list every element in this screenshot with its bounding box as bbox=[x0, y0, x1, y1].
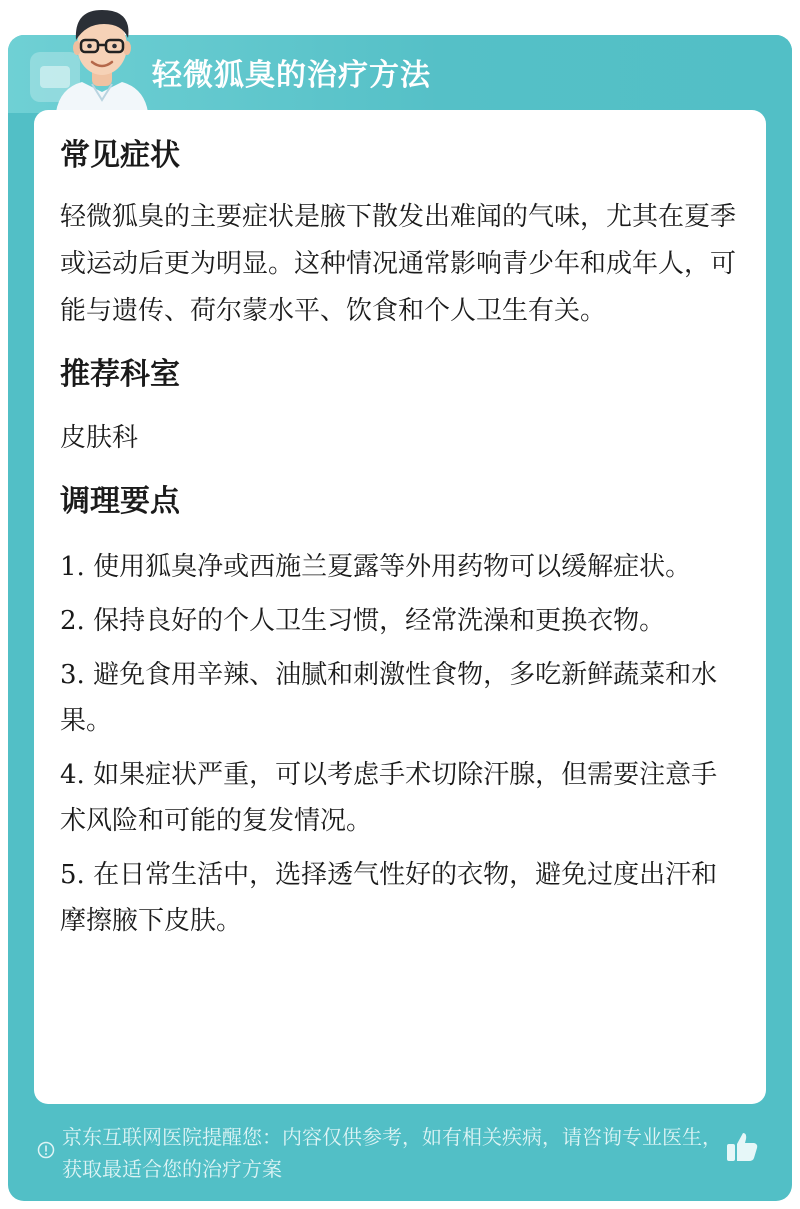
list-item-number: 4. bbox=[60, 760, 85, 790]
list-item bbox=[60, 752, 740, 844]
article-content bbox=[60, 128, 740, 952]
list-item bbox=[60, 544, 740, 590]
symptoms-text: 轻微狐臭的主要症状是腋下散发出难闻的气味，尤其在夏季或运动后更为明显。这种情况通常影响青少年和成年人，可能与遗传、荷尔蒙水平、饮食和个人卫生有关。 bbox=[60, 202, 737, 326]
department-text: 皮肤科 bbox=[60, 423, 139, 453]
page-title: 轻微狐臭的治疗方法 bbox=[152, 58, 431, 93]
list-item bbox=[60, 598, 740, 644]
list-item-text: 避免食用辛辣、油腻和刺激性食物，多吃新鲜蔬菜和水果。 bbox=[60, 660, 718, 736]
list-item bbox=[60, 652, 740, 744]
list-item bbox=[60, 852, 740, 944]
care-list bbox=[60, 544, 740, 944]
info-icon bbox=[37, 1141, 55, 1159]
list-item-text: 如果症状严重，可以考虑手术切除汗腺，但需要注意手术风险和可能的复发情况。 bbox=[60, 760, 718, 836]
list-item-number: 5. bbox=[60, 860, 85, 890]
care-heading: 调理要点 bbox=[60, 484, 180, 519]
department-heading: 推荐科室 bbox=[60, 357, 180, 392]
list-item-number: 2. bbox=[60, 606, 85, 636]
list-item-number: 3. bbox=[60, 660, 85, 690]
doctor-avatar bbox=[48, 0, 156, 112]
list-item-number: 1. bbox=[60, 552, 85, 582]
list-item-text: 在日常生活中，选择透气性好的衣物，避免过度出汗和摩擦腋下皮肤。 bbox=[60, 860, 718, 936]
footer-disclaimer: 京东互联网医院提醒您：内容仅供参考，如有相关疾病，请咨询专业医生，获取最适合您的治疗方案 bbox=[62, 1125, 722, 1181]
list-item-text: 使用狐臭净或西施兰夏露等外用药物可以缓解症状。 bbox=[93, 552, 692, 582]
thumbs-up-icon[interactable] bbox=[724, 1129, 760, 1165]
symptoms-heading: 常见症状 bbox=[60, 138, 180, 173]
list-item-text: 保持良好的个人卫生习惯，经常洗澡和更换衣物。 bbox=[93, 606, 666, 636]
